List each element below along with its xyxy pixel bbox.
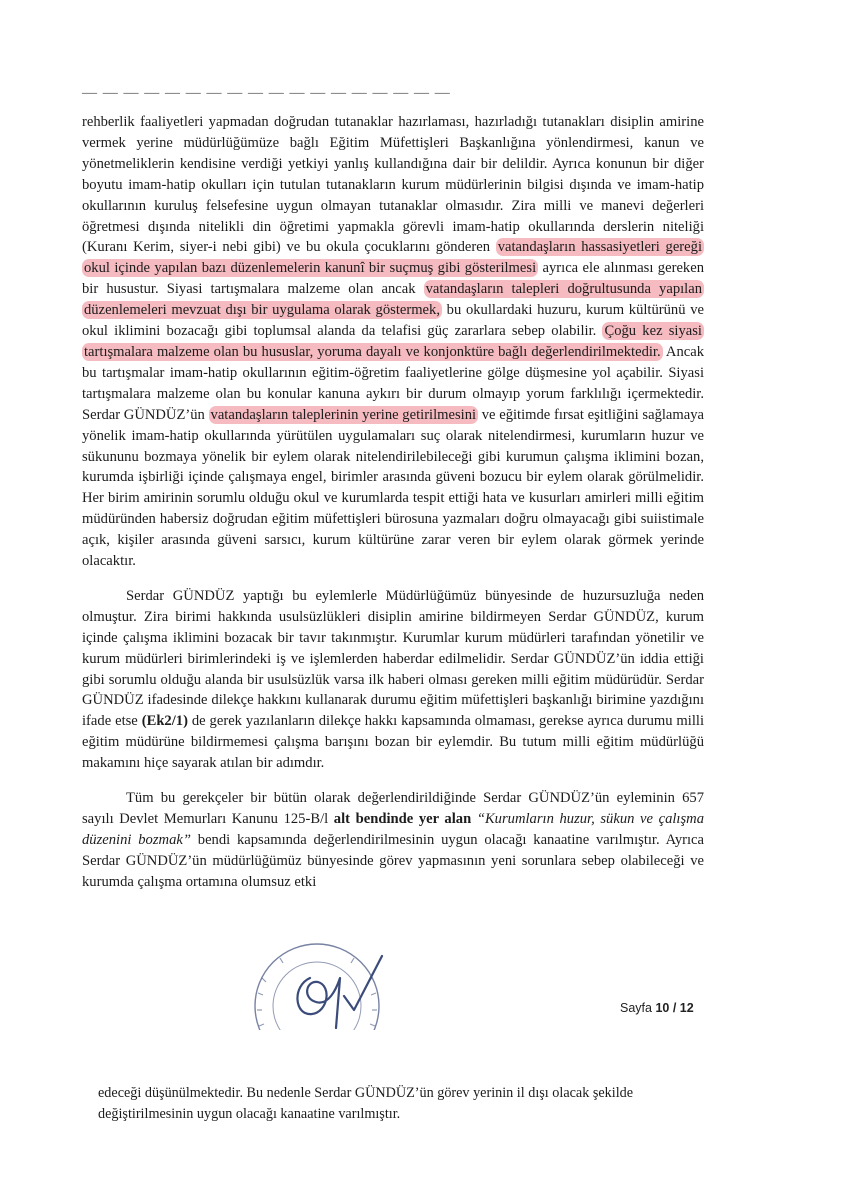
continuation-text [98, 1083, 718, 1124]
bold-text: alt bendinde yer alan [333, 811, 472, 827]
document-body [82, 112, 704, 893]
text-run: ve eğitimde fırsat eşitliğini sağlamaya yönelik imam-hatip okullarında yürütülen uygulamaları suç olarak nitelendirmesi, kurumların huzur ve sükununu bozmaya yönelik bir eylem olarak nitelendirilebileceği gibi kurumun çalışma iklimini bozan, kurumda işbirliği içinde çalışmaya engel, birimler arasında güveni bozucu bir eylem olarak görülmelidir. Her birim amirinin sorumlu olduğu okul ve kurumlarda tespit ettiği hata ve kusurları amirleri milli eğitim müdüründen habersiz doğrudan eğitim müfettişleri bürosuna yazmaları doğru olmayacağı gibi suiistimale açık, kişiler arasında güveni sarsıcı, kurum kültürüne zarar veren bir eylem olarak görmek yerinde olacaktır. [82, 406, 704, 570]
text-run: rehberlik faaliyetleri yapmadan doğrudan tutanaklar hazırlaması, hazırladığı tutanakları disiplin amirine vermek yerine müdürlüğümüze bağlı Eğitim Müfettişleri Başkanlığına yönlendirmesi, kanun ve yönetmeliklerin kendisine verdiği yetkiyi yanlış kullandığına dair bir delildir. Ayrıca konunun bir diğer boyutu imam-hatip okulları için tutulan tutanakların kurum müdürlerinin bilgisi dışında ve imam-hatip okullarının kuruluş felsefesine uygun olmayan tutanaklar olmasıdır. Zira milli ve manevi değerleri öğretmesi dışında nitelikli din öğretimi yapmakla görevli imam-hatip okullarında derslerin niteliği (Kuranı Kerim, siyer-i nebi gibi) ve bu okula çocuklarını gönderen [82, 114, 704, 256]
page-label: Sayfa [620, 1001, 652, 1015]
highlighted-text: vatandaşların talepleri doğrultusunda yapılan düzenlemeleri mevzuat dışı bir uygulama olarak göstermek, [84, 281, 702, 319]
page-number [620, 1001, 694, 1015]
paragraph-3 [82, 788, 704, 893]
paragraph-1 [82, 112, 704, 572]
text-run: de gerek yazılanların dilekçe hakkı kapsamında olmaması, gerekse ayrıca durumu milli eğitim müdürüne bildirmemesi çalışma barışını bozan bir eylemdir. Bu tutum milli eğitim müdürlüğü makamını hiçe sayarak atılan bir adımdır. [82, 713, 705, 772]
official-stamp-and-signature [232, 938, 412, 1038]
page-total: 12 [679, 1001, 694, 1015]
highlighted-text: vatandaşların taleplerinin yerine getirilmesini [210, 406, 477, 423]
paragraph-2 [82, 586, 704, 774]
text-run: Ancak bu tartışmalar imam-hatip okullarının eğitim-öğretim faaliyetlerine gölge düşmesine yol açabilir. Siyasi tartışmalara malzeme olan bu konular kanuna aykırı bir durum olmayıp yorum farklılığı içermektedir. Serdar GÜNDÜZ’ün [82, 343, 704, 423]
text-run: bendi kapsamında değerlendirilmesinin uygun olacağı kanaatine varılmıştır. Ayrıca Serdar GÜNDÜZ’ün müdürlüğümüz bünyesinde görev yapmasının yeni sorunlara sebep olabileceği ve kurumda çalışma ortamına olumsuz etki [82, 831, 704, 890]
text-run: Serdar GÜNDÜZ yaptığı bu eylemlerle Müdürlüğümüz bünyesinde de huzursuzluğa neden olmuştur. Zira birimi hakkında usulsüzlükleri disiplin amirine bildirmeyen Serdar GÜNDÜZ, kurum içinde çalışma iklimini bozacak bir tavır takınmıştır. Kurumlar kurum müdürleri tarafından yönetilir ve kurum müdürleri birimlerindeki iş ve işlemlerden haberdar edilmelidir. Serdar GÜNDÜZ’ün iddia ettiği gibi sorumlu olduğu alanda bir usulsüzlük varsa ilk haberi olması gereken milli eğitim müdürüdür. Serdar GÜNDÜZ ifadesinde dilekçe hakkını kullanarak durumu eğitim müfettişleri başkanlığı birimine yazdığını ifade etse [82, 587, 704, 730]
text-run: bu okullardaki huzuru, kurum kültürünü ve okul iklimini bozacağı gibi toplumsal alanda da telafisi güç zararlara sebep olabilir. [82, 302, 704, 340]
cut-off-previous-line: — — — — — — — — — — — — — — — — — — [82, 85, 451, 101]
signature-stroke [297, 956, 382, 1028]
text-run: ayrıca ele alınması gereken bir husustur. Siyasi tartışmalara malzeme olan ancak [82, 260, 704, 298]
text-run: Tüm bu gerekçeler bir bütün olarak değerlendirildiğinde Serdar GÜNDÜZ’ün eyleminin 657 sayılı Devlet Memurları Kanunu 125-B/l [82, 790, 704, 827]
highlighted-text: Çoğu kez siyasi tartışmalara malzeme olan bu hususlar, yoruma dayalı ve konjonktüre bağlı değerlendirilmektedir. [84, 323, 702, 360]
highlighted-text: vatandaşların hassasiyetleri gereği okul içinde yapılan bazı düzenlemelerin kanunî bir suçmuş gibi gösterilmesi [84, 239, 702, 277]
page-separator: / [669, 1001, 680, 1015]
continuation-paragraph: edeceği düşünülmektedir. Bu nedenle Serdar GÜNDÜZ’ün görev yerinin il dışı olacak şekilde değiştirilmesinin uygun olacağı kanaatine varılmıştır. [98, 1085, 634, 1122]
annex-reference: (Ek2/1) [141, 713, 188, 730]
page-current: 10 [655, 1001, 670, 1015]
quoted-clause: “Kurumların huzur, sükun ve çalışma düzenini bozmak” [82, 811, 705, 848]
